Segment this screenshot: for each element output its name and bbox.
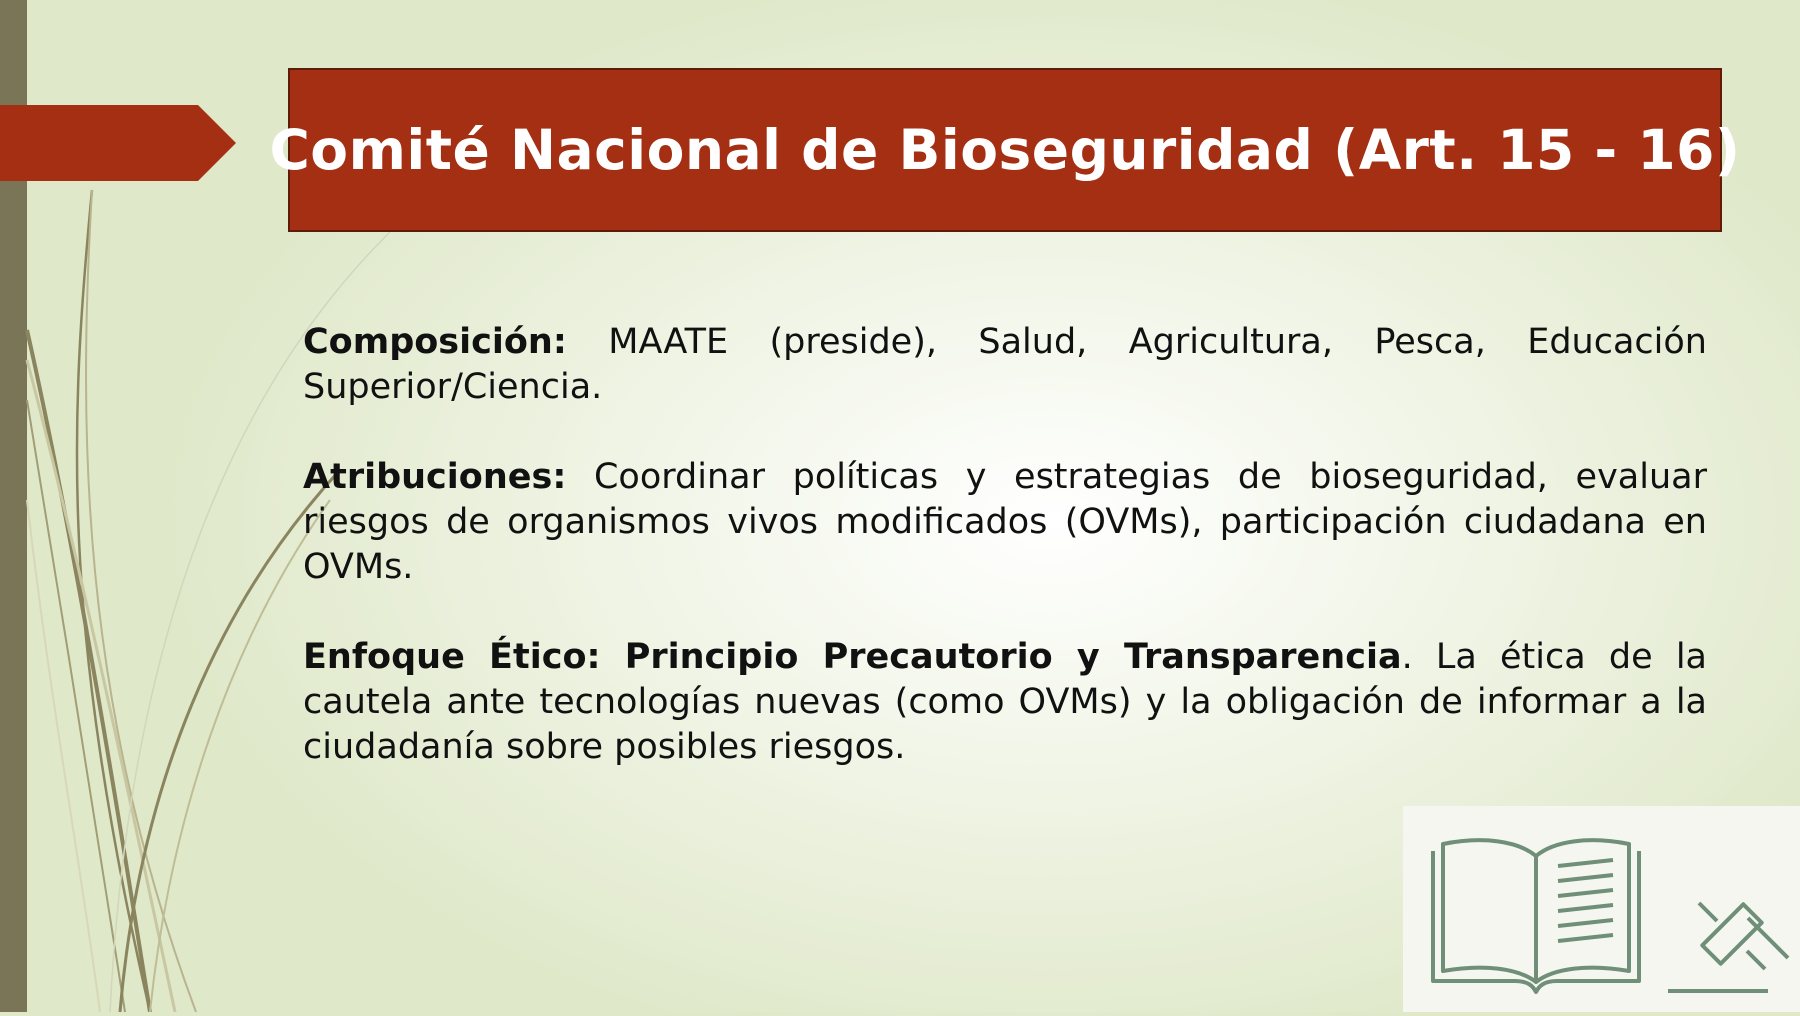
open-book-icon	[1403, 806, 1800, 1012]
slide-body	[303, 320, 1707, 815]
paragraph-label: Enfoque Ético: Principio Precautorio y Transparencia	[303, 637, 1402, 677]
law-icon-panel	[1403, 806, 1800, 1012]
paragraph-text: MAATE (preside), Salud, Agricultura, Pesca, Educación Superior/Ciencia.	[303, 322, 1707, 407]
title-banner	[269, 68, 1741, 232]
slide-title: Comité Nacional de Bioseguridad (Art. 15 - 16)	[269, 118, 1741, 182]
arrow-tab-icon	[0, 105, 236, 181]
paragraph-label: Atribuciones:	[303, 457, 567, 497]
paragraph-text: . La ética de la cautela ante tecnologías nuevas (como OVMs) y la obligación de informar a la ciudadanía sobre posibles riesgos.	[303, 637, 1707, 767]
gavel-icon	[1668, 903, 1788, 991]
paragraph-label: Composición:	[303, 322, 567, 362]
paragraph-enfoque-etico	[303, 635, 1707, 770]
paragraph-atribuciones	[303, 455, 1707, 590]
paragraph-text: Coordinar políticas y estrategias de bioseguridad, evaluar riesgos de organismos vivos modificados (OVMs), participación ciudadana en OVMs.	[303, 457, 1707, 587]
paragraph-composicion	[303, 320, 1707, 410]
